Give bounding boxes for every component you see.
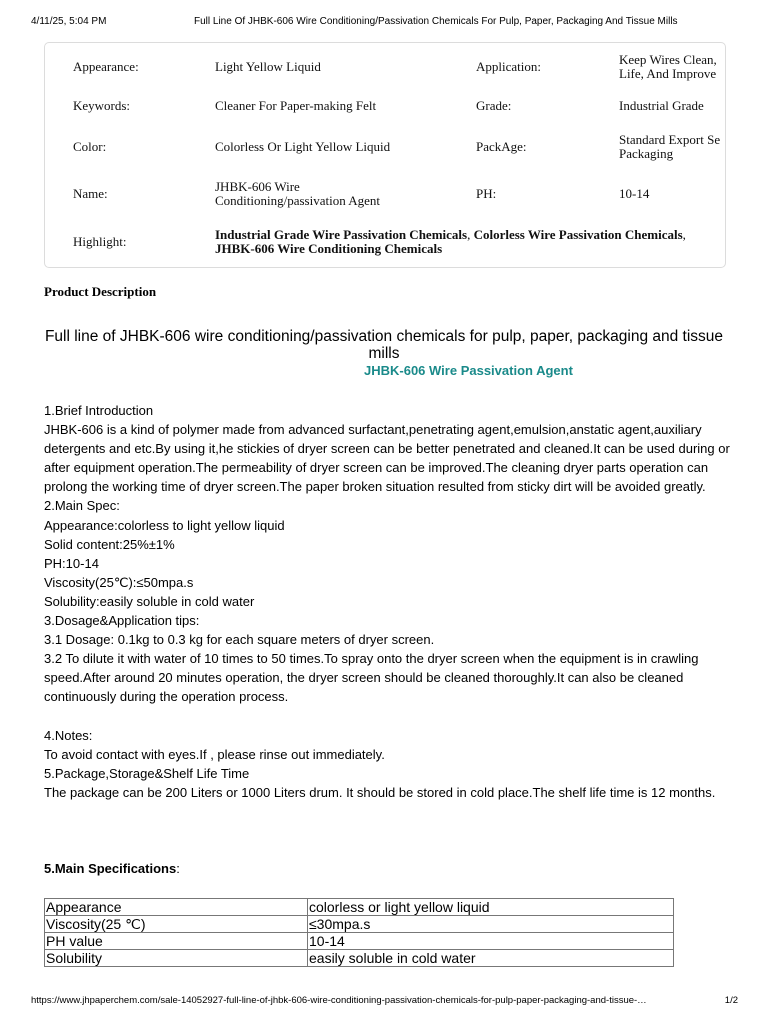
dilution-paragraph: 3.2 To dilute it with water of 10 times to 50 times.To spray onto the dryer screen when the equipment is in crawling speed.After around 20 minutes operation, the dryer screen should be cleaned thoroughly.It can also be cleaned continuously during the operation process. xyxy=(44,651,699,705)
spec-value: easily soluble in cold water xyxy=(308,950,674,967)
dosage-line: 3.1 Dosage: 0.1kg to 0.3 kg for each square meters of dryer screen. xyxy=(44,632,435,648)
spec-key: Appearance xyxy=(45,899,308,916)
table-row xyxy=(45,916,674,933)
main-specifications-table xyxy=(44,898,674,967)
color-value: Colorless Or Light Yellow Liquid xyxy=(215,139,391,154)
table-row xyxy=(45,950,674,967)
spec-value: ≤30mpa.s xyxy=(308,916,674,933)
section-heading-notes: 4.Notes: xyxy=(44,727,93,743)
name-value-line2: Conditioning/passivation Agent xyxy=(215,193,381,208)
application-value-line2: Life, And Improve xyxy=(619,67,717,81)
highlight-separator: , xyxy=(467,227,471,242)
description-body xyxy=(44,401,734,802)
product-title: Full line of JHBK-606 wire conditioning/passivation chemicals for pulp, paper, packaging and tissue mills xyxy=(44,328,724,362)
spec-line-viscosity: Viscosity(25℃):≤50mpa.s xyxy=(44,574,194,590)
table-row xyxy=(45,933,674,950)
package-value-line2: Packaging xyxy=(619,147,674,161)
main-specifications-title: 5.Main Specifications: xyxy=(44,861,180,876)
table-row xyxy=(45,899,674,916)
spec-line-appearance: Appearance:colorless to light yellow liquid xyxy=(44,517,285,533)
print-page-title: Full Line Of JHBK-606 Wire Conditioning/Passivation Chemicals For Pulp, Paper, Packaging And Tissue Mills xyxy=(194,16,678,27)
section-heading-dosage: 3.Dosage&Application tips: xyxy=(44,613,200,629)
grade-label: Grade: xyxy=(476,98,512,113)
spec-key: Solubility xyxy=(45,950,308,967)
ph-value: 10-14 xyxy=(619,187,650,201)
spec-value: colorless or light yellow liquid xyxy=(308,899,674,916)
package-label: PackAge: xyxy=(476,139,527,154)
appearance-label: Appearance: xyxy=(73,59,139,74)
spec-key: PH value xyxy=(45,933,308,950)
spec-line-ph: PH:10-14 xyxy=(44,555,99,571)
grade-value: Industrial Grade xyxy=(619,99,704,113)
highlight-link-2[interactable]: Colorless Wire Passivation Chemicals xyxy=(473,227,683,242)
highlight-separator: , xyxy=(682,227,686,242)
appearance-value: Light Yellow Liquid xyxy=(215,59,321,74)
highlight-link-1[interactable]: Industrial Grade Wire Passivation Chemicals xyxy=(215,227,468,242)
section-heading-package: 5.Package,Storage&Shelf Life Time xyxy=(44,765,250,781)
spec-line-solubility: Solubility:easily soluble in cold water xyxy=(44,593,255,609)
spec-table xyxy=(44,42,726,268)
application-value-line1: Keep Wires Clean, xyxy=(619,53,717,67)
product-subtitle: JHBK-606 Wire Passivation Agent xyxy=(364,363,573,378)
spec-key: Viscosity(25 ℃) xyxy=(45,916,308,933)
page-url: https://www.jhpaperchem.com/sale-14052927-full-line-of-jhbk-606-wire-conditioning-passivation-chemicals-for-pulp-paper-packaging-and-tissue-… xyxy=(31,995,647,1006)
name-label: Name: xyxy=(73,186,108,201)
keywords-value: Cleaner For Paper-making Felt xyxy=(215,98,377,113)
color-label: Color: xyxy=(73,139,107,154)
highlight-label: Highlight: xyxy=(73,234,127,249)
package-paragraph: The package can be 200 Liters or 1000 Liters drum. It should be stored in cold place.The shelf life time is 12 months. xyxy=(44,784,716,800)
name-value-line1: JHBK-606 Wire xyxy=(215,179,300,194)
keywords-label: Keywords: xyxy=(73,98,131,113)
section-heading-intro: 1.Brief Introduction xyxy=(44,403,154,418)
print-timestamp: 4/11/25, 5:04 PM xyxy=(31,16,107,27)
spec-line-solid-content: Solid content:25%±1% xyxy=(44,536,175,552)
spec-value: 10-14 xyxy=(308,933,674,950)
application-label: Application: xyxy=(476,59,541,74)
page-number: 1/2 xyxy=(724,995,738,1006)
highlight-link-3[interactable]: JHBK-606 Wire Conditioning Chemicals xyxy=(215,241,443,256)
ph-label: PH: xyxy=(476,186,497,201)
package-value-line1: Standard Export Se xyxy=(619,133,721,147)
section-heading-main-spec: 2.Main Spec: xyxy=(44,498,120,514)
notes-line: To avoid contact with eyes.If , please rinse out immediately. xyxy=(44,746,385,762)
intro-paragraph: JHBK-606 is a kind of polymer made from advanced surfactant,penetrating agent,emulsion,anstatic agent,auxiliary detergents and etc.By using it,he stickies of dryer screen can be better penetrated and cleaned.It can be used during or after equipment operation.The permeability of dryer screen can be improved.The cleaning dryer parts operation can prolong the working time of dryer screen.The paper broken situation resulted from sticky dirt will be avoided greatly. xyxy=(44,422,730,495)
product-description-heading: Product Description xyxy=(44,284,157,299)
highlight-links xyxy=(215,228,715,256)
